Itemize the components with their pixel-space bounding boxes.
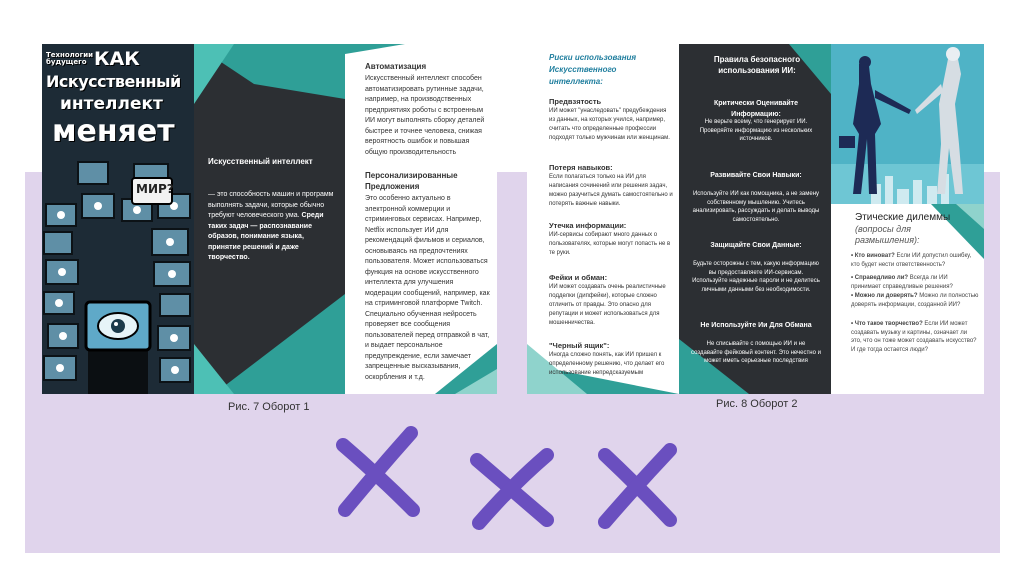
risk-text: Иногда сложно понять, как ИИ пришел к определенному решению, что делает его использование непредсказуемым xyxy=(549,352,665,376)
cross-mark-2 xyxy=(467,445,557,530)
risk-heading: "Черный ящик": xyxy=(549,341,610,350)
ethics-item xyxy=(851,274,979,291)
rules-title: Правила безопасного использования ИИ: xyxy=(713,55,801,75)
risk-text: ИИ-сервисы собирают много данных о пользователях, которые могут попасть не в те руки. xyxy=(549,232,671,256)
rules-panel xyxy=(679,44,831,394)
rule-heading: Защищайте Свои Данные: xyxy=(710,242,802,249)
cover-line-2: Искусственный xyxy=(46,72,181,91)
ethics-title: Этические дилеммы xyxy=(855,212,951,223)
rule-text: Используйте ИИ как помощника, а не замену собственному мышлению. Учитесь анализировать, рассуждать и делать выводы самостоятельно. xyxy=(692,191,820,223)
risk-heading: Утечка информации: xyxy=(549,221,627,230)
ethics-item xyxy=(851,292,979,309)
cover-bubble-text: МИР? xyxy=(136,182,174,196)
ethics-item-question: • Кто виноват? xyxy=(851,253,895,259)
ethics-panel xyxy=(831,44,984,394)
handshake-illustration xyxy=(831,44,984,204)
rule-heading: Развивайте Свои Навыки: xyxy=(710,172,802,179)
cover-small-heading: Технологии будущего xyxy=(46,51,94,66)
automation-heading: Автоматизация xyxy=(365,62,427,71)
risk-text: Если полагаться только на ИИ для написания сочинений или решения задач, можно разучиться думать самостоятельно и потерять важные навыки. xyxy=(549,174,673,207)
personalization-heading: Персонализированные Предложения xyxy=(365,171,458,191)
brochure-side-2 xyxy=(527,44,984,394)
risks-title: Риски использования Искусственного интеллекта: xyxy=(549,53,637,86)
cover-line-1: КАК xyxy=(94,48,140,70)
ethics-subtitle: (вопросы для размышления): xyxy=(855,224,920,245)
ethics-item-question: • Можно ли доверять? xyxy=(851,293,918,299)
intro-panel xyxy=(194,44,345,394)
risk-heading: Предвзятость xyxy=(549,97,602,106)
personalization-text: Это особенно актуально в электронной коммерции и стриминговых сервисах. Например, Netflix использует ИИ для рекомендаций фильмов и сериалов, основываясь на предпочтениях пользователя. Может использоваться функция на основе искусственного интеллекта для улучшения модерации сообщений, например, как на стриминговой платформе Twitch. Специально обученная нейросеть проверяет все сообщения пользователей перед отправкой в чат, и выдает персональное предупреждение, если замечает запрещенные высказывания, оскорбления и т.д. xyxy=(365,195,490,381)
rule-text: Не списывайте с помощью ИИ и не создавайте фейковый контент. Это нечестно и может иметь серьезные последствия xyxy=(691,341,821,364)
ethics-item xyxy=(851,320,979,354)
ethics-item-text: Всегда ли ИИ принимает справедливые решения? xyxy=(851,275,953,290)
risk-heading: Фейки и обман: xyxy=(549,273,608,282)
ethics-item-text: Если ИИ допустил ошибку, кто будет нести ответственность? xyxy=(851,253,972,268)
ethics-item xyxy=(851,252,979,269)
ethics-item-text: Можно ли полностью доверять информации, созданной ИИ? xyxy=(851,293,979,308)
applications-panel xyxy=(345,44,497,394)
cover-line-3: интеллект xyxy=(60,94,163,114)
risk-text: ИИ может "унаследовать" предубеждения из данных, на которых учился, например, считать что определенные профессии подходят только мужчинам или женщинам. xyxy=(549,108,670,141)
risk-text: ИИ может создавать очень реалистичные подделки (дипфейки), которые сложно отличить от правды. Это опасно для репутации и может использоваться для мошенничества. xyxy=(549,284,666,326)
intro-body-bold: Среди таких задач — распознавание образов, понимание языка, принятие решений и даже творчество. xyxy=(208,212,324,261)
ethics-item-text: Если ИИ может создавать музыку и картины, означает ли это, что он тоже может создавать искусство? И где тогда остается люди? xyxy=(851,321,977,353)
cross-mark-1 xyxy=(333,425,423,520)
intro-body-plain: — это способность машин и программ выполнять задачи, которые обычно требуют человеческого ума. xyxy=(208,191,334,219)
caption-figure-8: Рис. 8 Оборот 2 xyxy=(716,398,798,410)
rule-text: Будьте осторожны с тем, какую информацию вы предоставляете ИИ-сервисам. Используйте надежные пароли и не делитесь личными данными без необходимости. xyxy=(692,261,820,293)
intro-title: Искусственный интеллект xyxy=(208,157,313,166)
cover-panel xyxy=(42,44,194,394)
rule-heading: Критически Оценивайте Информацию: xyxy=(714,100,798,118)
rule-heading: Не Используйте Ии Для Обмана xyxy=(700,322,812,329)
risk-heading: Потеря навыков: xyxy=(549,163,613,172)
caption-figure-7: Рис. 7 Оборот 1 xyxy=(228,401,310,413)
risks-panel xyxy=(527,44,679,394)
intro-body xyxy=(208,190,334,264)
automation-text: Искусственный интеллект способен автоматизировать рутинные задачи, например, на производственных предприятиях роботы с встроенным ИИ могут выполнять сборку деталей быстрее и точнее человека, снижая вероятность ошибок и повышая общую производительность xyxy=(365,75,485,156)
cross-mark-3 xyxy=(595,440,680,530)
brochure-side-1 xyxy=(42,44,497,394)
ethics-item-question: • Что такое творчество? xyxy=(851,321,923,327)
cover-line-4: меняет xyxy=(52,114,175,149)
rule-text: Не верьте всему, что генерирует ИИ. Проверяйте информацию из нескольких источников. xyxy=(699,119,813,142)
ethics-item-question: • Справедливо ли? xyxy=(851,275,909,281)
